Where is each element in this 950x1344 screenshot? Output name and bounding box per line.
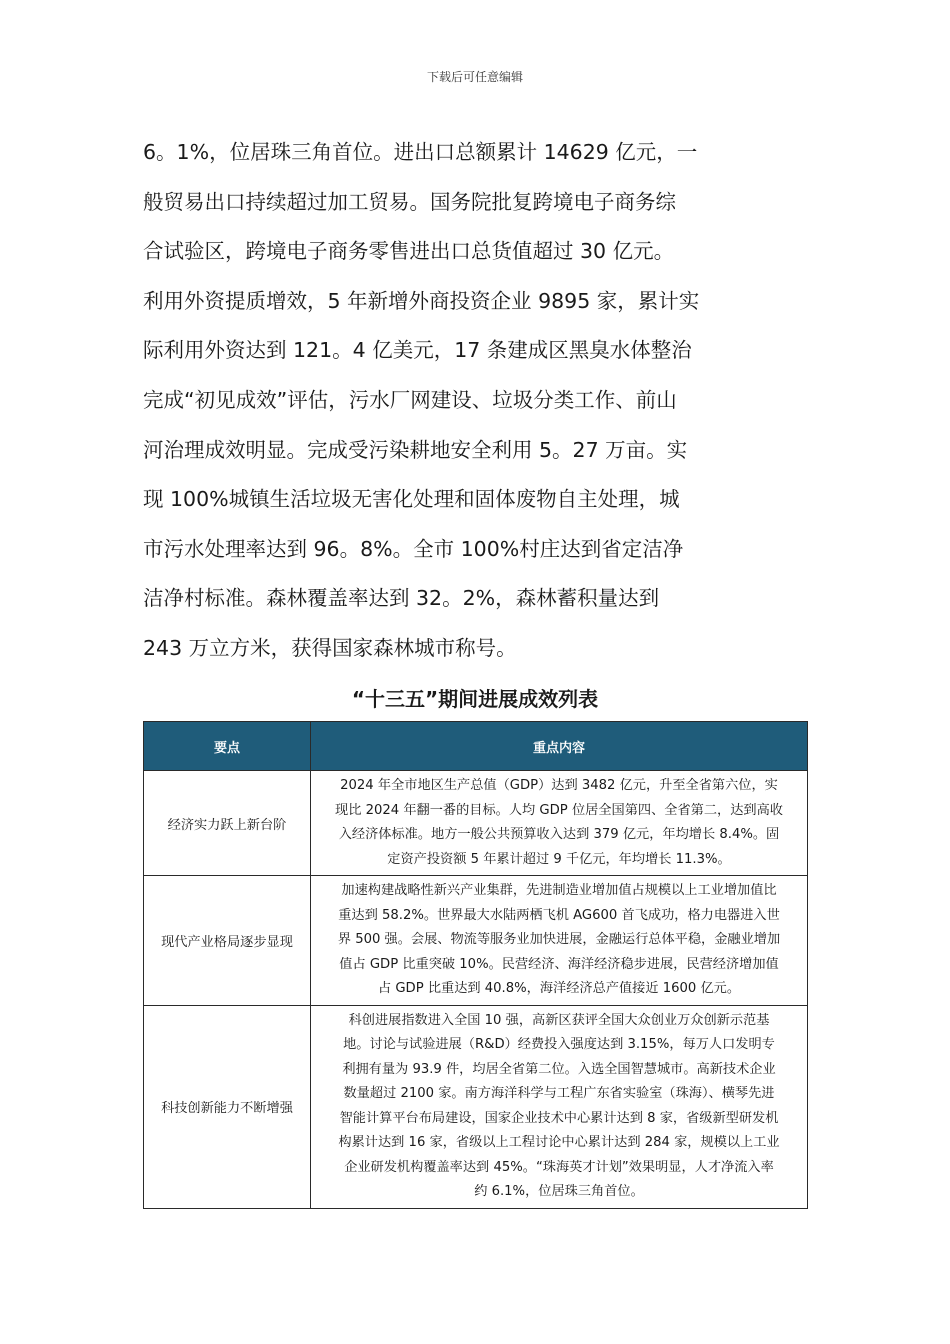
content-line: 企业研发机构覆盖率达到 45%。“珠海英才计划”效果明显，人才净流入率 (344, 1159, 774, 1175)
progress-table (143, 721, 808, 1209)
content-line: 数量超过 2100 家。南方海洋科学与工程广东省实验室（珠海）、横琴先进 (343, 1086, 775, 1101)
header-note: 下载后可任意编辑 (426, 70, 523, 84)
body-line: 6。1%，位居珠三角首位。进出口总额累计 14629 亿元，一 (143, 140, 698, 164)
content-line: 加速构建战略性新兴产业集群，先进制造业增加值占规模以上工业增加值比 (341, 883, 777, 898)
table-header-row (144, 722, 808, 771)
content-line: 占 GDP 比重达到 40.8%，海洋经济总产值接近 1600 亿元。 (377, 981, 741, 996)
body-line: 市污水处理率达到 96。8%。全市 100%村庄达到省定洁净 (143, 536, 684, 561)
content-line: 值占 GDP 比重突破 10%。民营经济、海洋经济稳步进展，民营经济增加值 (339, 956, 779, 972)
body-line: 合试验区，跨境电子商务零售进出口总货值超过 30 亿元。 (143, 239, 675, 264)
content-line: 入经济体标准。地方一般公共预算收入达到 379 亿元，年均增长 8.4%。固 (338, 827, 780, 842)
content-line: 科创进展指数进入全国 10 强，高新区获评全国大众创业万众创新示范基 (348, 1012, 770, 1028)
row-content-cell (311, 1005, 808, 1208)
content-line: 约 6.1%，位居珠三角首位。 (474, 1184, 644, 1199)
content-line: 智能计算平台布局建设，国家企业技术中心累计达到 8 家，省级新型研发机 (339, 1110, 779, 1126)
content-line: 界 500 强。会展、物流等服务业加快进展，金融运行总体平稳，金融业增加 (337, 932, 781, 947)
header-cell-key-points: 要点 (144, 722, 311, 771)
body-paragraph (143, 128, 743, 674)
content-line: 利拥有量为 93.9 件，均居全省第二位。入选全国智慧城市。高新技术企业 (342, 1061, 776, 1077)
header-cell-key-content: 重点内容 (311, 722, 808, 771)
table-row (144, 771, 808, 876)
content-line: 定资产投资额 5 年累计超过 9 千亿元，年均增长 11.3%。 (387, 851, 731, 867)
row-key-cell: 现代产业格局逐步显现 (144, 876, 311, 1006)
row-key-cell: 科技创新能力不断增强 (144, 1005, 311, 1208)
content-line: 重达到 58.2%。世界最大水陆两栖飞机 AG600 首飞成功，格力电器进入世 (338, 907, 780, 923)
row-content-cell (311, 771, 808, 876)
row-content-cell (311, 876, 808, 1006)
table-row (144, 1005, 808, 1208)
body-line: 河治理成效明显。完成受污染耕地安全利用 5。27 万亩。实 (143, 437, 688, 462)
table-title: “十三五”期间进展成效列表 (351, 687, 599, 711)
body-line: 般贸易出口持续超过加工贸易。国务院批复跨境电子商务综 (143, 189, 676, 214)
body-line: 利用外资提质增效，5 年新增外商投资企业 9895 家，累计实 (143, 288, 700, 313)
table-row (144, 876, 808, 1006)
row-key-cell: 经济实力跃上新台阶 (144, 771, 311, 876)
body-line: 洁净村标准。森林覆盖率达到 32。2%，森林蓄积量达到 (143, 586, 660, 611)
body-line: 现 100%城镇生活垃圾无害化处理和固体废物自主处理，城 (143, 487, 680, 512)
content-line: 现比 2024 年翻一番的目标。人均 GDP 位居全国第四、全省第二，达到高收 (335, 802, 783, 818)
content-line: 构累计达到 16 家，省级以上工程讨论中心累计达到 284 家，规模以上工业 (338, 1135, 780, 1150)
content-line: 2024 年全市地区生产总值（GDP）达到 3482 亿元，升至全省第六位，实 (340, 778, 778, 793)
body-line: 完成“初见成效”评估，污水厂网建设、垃圾分类工作、前山 (143, 387, 677, 412)
body-line: 际利用外资达到 121。4 亿美元，17 条建成区黑臭水体整治 (143, 338, 692, 363)
content-line: 地。讨论与试验进展（R&D）经费投入强度达到 3.15%，每万人口发明专 (343, 1037, 775, 1052)
body-line: 243 万立方米，获得国家森林城市称号。 (143, 635, 517, 660)
